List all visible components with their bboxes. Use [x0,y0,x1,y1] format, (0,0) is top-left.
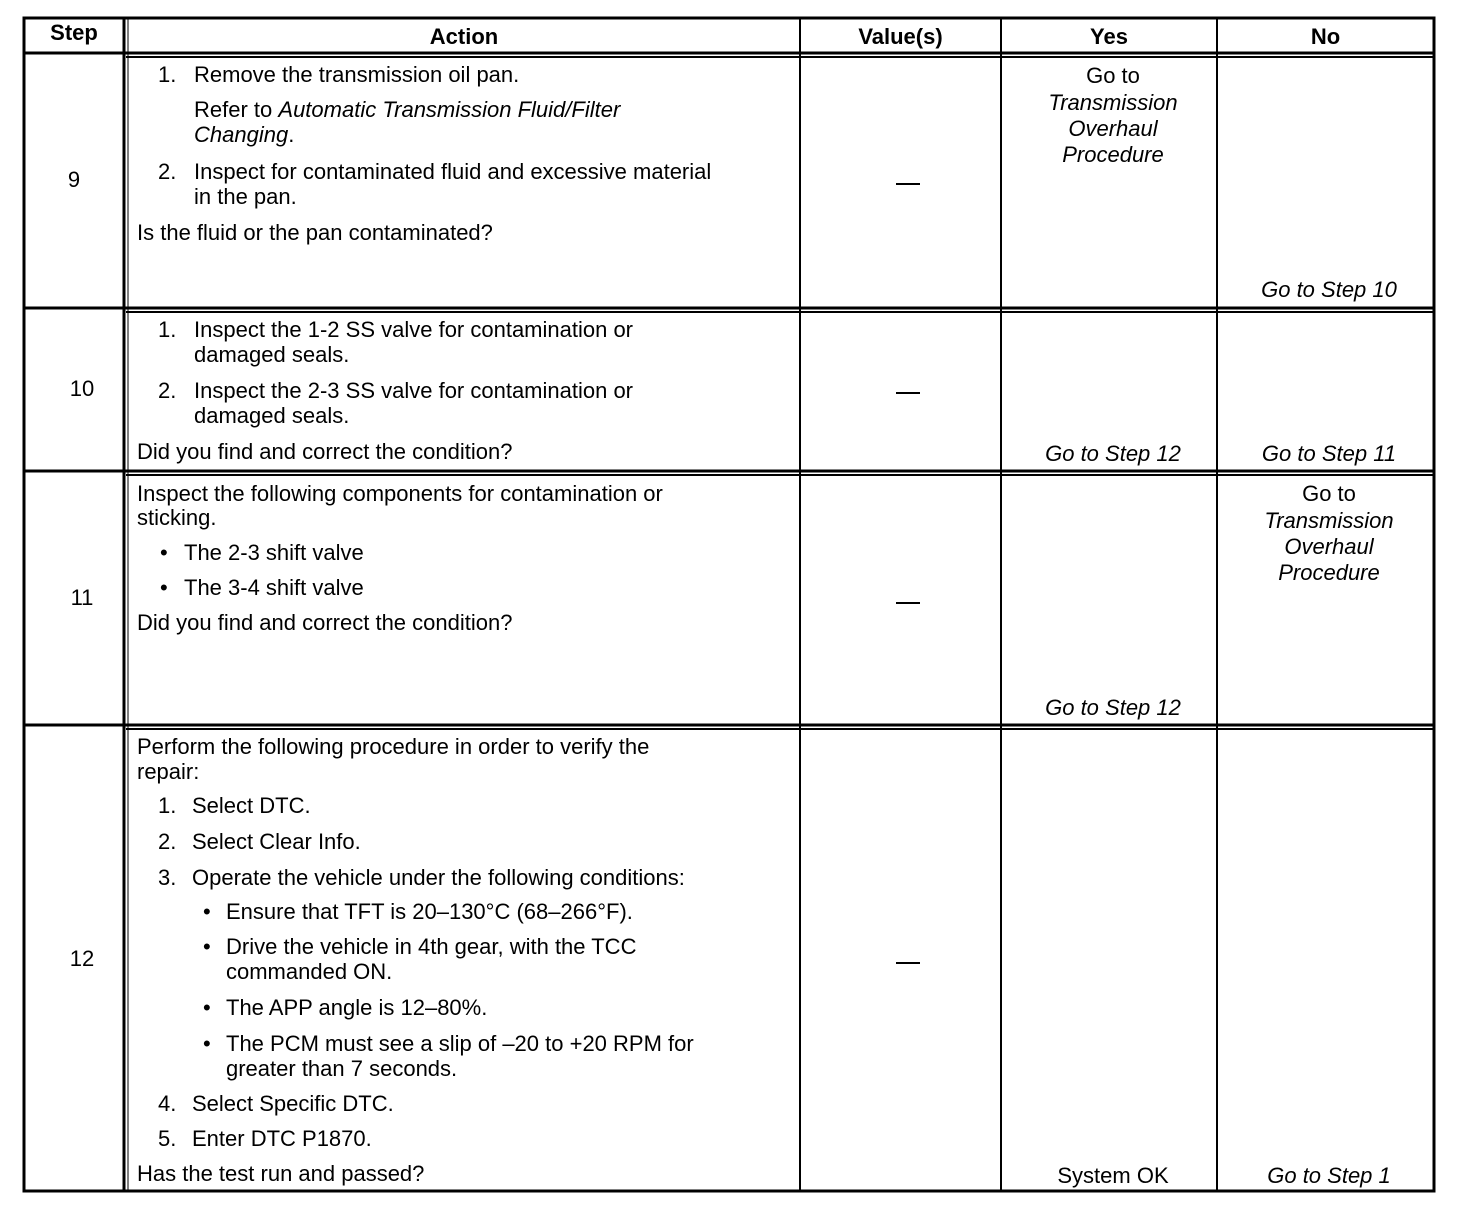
action-text: Inspect the following components for contamination or [137,481,663,506]
list-number: 5. [158,1126,177,1151]
no-result: Go to Step 11 [1261,441,1397,466]
no-result: Overhaul [1284,534,1374,559]
action-text: Operate the vehicle under the following conditions: [192,865,685,890]
yes-result: Go to Step 12 [1045,695,1181,720]
action-text: Inspect for contaminated fluid and excessive material [194,159,712,184]
no-result: Transmission [1264,508,1394,533]
value-dash [896,392,920,394]
header-values: Value(s) [858,24,943,49]
action-text: damaged seals. [194,403,350,428]
action-text: Perform the following procedure in order to verify the [137,734,650,759]
yes-result: Transmission [1048,90,1178,115]
action-text: The 3-4 shift valve [184,575,364,600]
action-text: Select Specific DTC. [192,1091,394,1116]
action-question: Did you find and correct the condition? [137,610,513,635]
action-text: in the pan. [194,184,297,209]
list-number: 1. [158,793,177,818]
action-text: Select Clear Info. [192,829,361,854]
no-result: Go to Step 10 [1261,277,1397,302]
header-action: Action [429,24,499,49]
action-question: Is the fluid or the pan contaminated? [137,220,493,245]
step-number: 9 [67,167,81,192]
action-text: Enter DTC P1870. [192,1126,372,1151]
action-text: greater than 7 seconds. [226,1056,458,1081]
action-text: The 2-3 shift valve [184,540,364,565]
yes-result: Go to Step 12 [1045,441,1181,466]
yes-result: Go to [1086,63,1140,88]
value-dash [896,602,920,604]
action-text: sticking. [137,505,217,530]
header-step: Step [50,20,98,45]
list-number: 4. [158,1091,177,1116]
action-text: Ensure that TFT is 20–130°C (68–266°F). [226,899,633,924]
action-text: commanded ON. [226,959,393,984]
header-no: No [1310,24,1341,49]
action-text: repair: [137,759,200,784]
action-text: Select DTC. [192,793,311,818]
no-result: Go to Step 1 [1267,1163,1391,1188]
step-number: 11 [70,585,94,610]
step-number: 12 [69,946,95,971]
list-number: 2. [158,159,177,184]
yes-result: Overhaul [1068,116,1158,141]
list-number: 1. [158,317,177,342]
list-number: 3. [158,865,177,890]
action-reference: Changing. [194,122,295,147]
value-dash [896,183,920,185]
action-text: The APP angle is 12–80%. [226,995,488,1020]
action-text: Inspect the 1-2 SS valve for contamination or [194,317,634,342]
bullet-marker: • [160,540,168,565]
yes-result: Procedure [1062,142,1164,167]
action-text: The PCM must see a slip of –20 to +20 RPM for [226,1031,694,1056]
action-question: Did you find and correct the condition? [137,439,513,464]
step-number: 10 [69,376,95,401]
action-text: Inspect the 2-3 SS valve for contamination or [194,378,634,403]
list-number: 2. [158,378,177,403]
list-number: 2. [158,829,177,854]
yes-result: System OK [1057,1163,1169,1188]
action-text: damaged seals. [194,342,350,367]
no-result: Go to [1302,481,1356,506]
bullet-marker: • [203,934,211,959]
bullet-marker: • [203,995,211,1020]
value-dash [896,962,920,964]
bullet-marker: • [160,575,168,600]
no-result: Procedure [1278,560,1380,585]
action-text: Drive the vehicle in 4th gear, with the TCC [226,934,637,959]
action-text: Remove the transmission oil pan. [194,62,520,87]
action-question: Has the test run and passed? [137,1161,425,1186]
bullet-marker: • [203,1031,211,1056]
list-number: 1. [158,62,177,87]
action-reference: Refer to Automatic Transmission Fluid/Filter [194,97,621,122]
header-yes: Yes [1090,24,1128,49]
bullet-marker: • [203,899,211,924]
